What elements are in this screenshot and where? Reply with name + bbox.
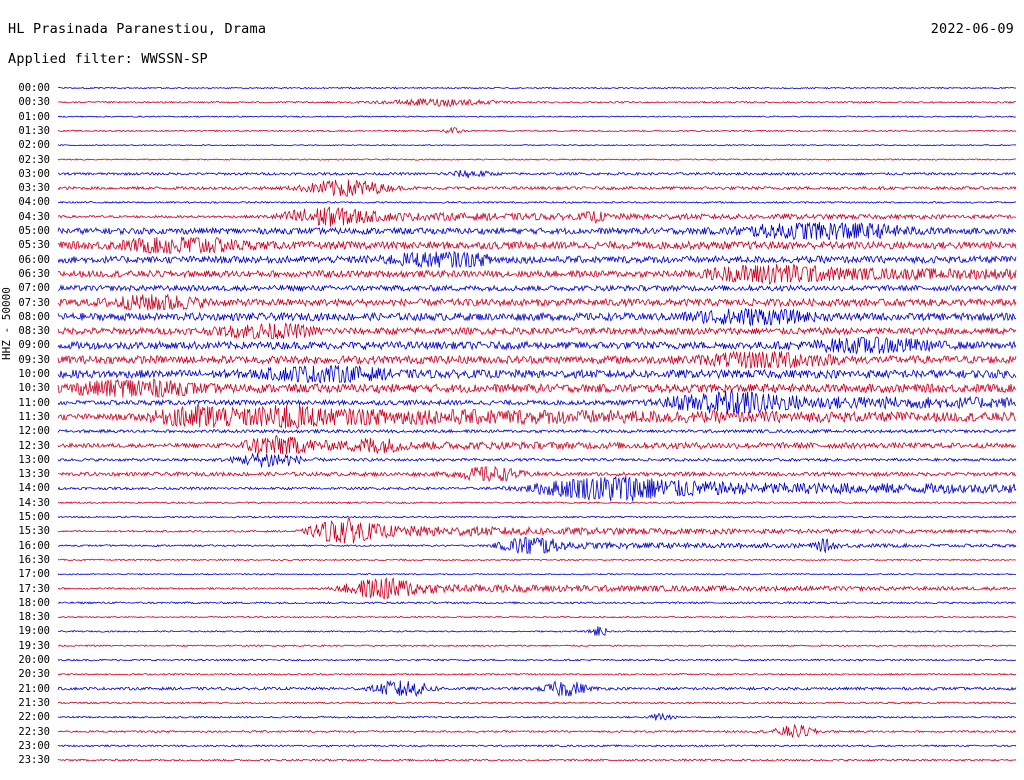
seismogram-trace [58, 725, 1016, 738]
seismogram-trace [58, 453, 1016, 468]
seismogram-trace [58, 518, 1016, 543]
time-tick-label: 18:00 [18, 596, 50, 609]
seismogram-trace [58, 645, 1016, 647]
time-tick-label: 22:00 [18, 711, 50, 724]
seismogram-trace [58, 574, 1016, 575]
time-tick-label: 00:30 [18, 96, 50, 109]
time-tick-label: 14:30 [18, 496, 50, 509]
seismogram-trace [58, 759, 1016, 761]
seismogram-trace [58, 252, 1016, 268]
seismogram-trace [58, 286, 1016, 291]
seismogram-trace [58, 516, 1016, 518]
seismogram-trace [58, 237, 1016, 253]
seismogram-trace [58, 365, 1016, 382]
seismogram-plot [0, 76, 1024, 772]
seismogram-trace [58, 323, 1016, 339]
time-tick-label: 21:30 [18, 696, 50, 709]
time-tick-label: 23:00 [18, 739, 50, 752]
seismogram-trace [58, 145, 1016, 146]
time-tick-label: 14:00 [18, 482, 50, 495]
seismogram-trace [58, 714, 1016, 721]
seismogram-trace [58, 702, 1016, 704]
applied-filter-label: Applied filter: WWSSN-SP [8, 51, 208, 67]
seismogram-trace [58, 264, 1016, 284]
seismogram-trace [58, 538, 1016, 555]
time-tick-label: 06:00 [18, 253, 50, 266]
record-date: 2022-06-09 [930, 21, 1014, 37]
trace-layer [0, 76, 1024, 772]
time-tick-label: 08:30 [18, 325, 50, 338]
time-tick-label: 02:00 [18, 139, 50, 152]
page-title: HL Prasinada Paranestiou, Drama [8, 21, 267, 37]
time-tick-label: 19:00 [18, 625, 50, 638]
time-tick-label: 05:30 [18, 239, 50, 252]
seismogram-trace [58, 578, 1016, 598]
time-tick-label: 16:00 [18, 539, 50, 552]
seismogram-trace [58, 502, 1016, 504]
time-tick-label: 05:00 [18, 225, 50, 237]
time-tick-label: 03:00 [18, 167, 50, 180]
time-tick-label: 06:30 [18, 267, 50, 280]
seismogram-trace [58, 430, 1016, 433]
time-tick-label: 02:30 [18, 153, 50, 166]
time-tick-label: 09:30 [18, 353, 50, 366]
seismogram-trace [58, 616, 1016, 617]
time-tick-label: 11:00 [18, 396, 50, 409]
seismogram-trace [58, 467, 1016, 481]
seismogram-trace [58, 602, 1016, 604]
time-tick-label: 20:30 [18, 668, 50, 681]
time-tick-label: 09:00 [18, 339, 50, 352]
time-tick-label: 16:30 [18, 553, 50, 566]
time-tick-label: 17:30 [18, 582, 50, 595]
seismogram-trace [58, 337, 1016, 354]
seismogram-trace [58, 659, 1016, 661]
seismogram-trace [58, 476, 1016, 501]
seismogram-trace [58, 390, 1016, 414]
time-tick-label: 12:00 [18, 425, 50, 438]
time-tick-label: 01:00 [18, 110, 50, 123]
seismogram-trace [58, 379, 1016, 397]
seismogram-trace [58, 202, 1016, 204]
time-tick-label: 19:30 [18, 639, 50, 652]
time-tick-label: 15:00 [18, 511, 50, 523]
seismogram-trace [58, 436, 1016, 455]
time-tick-label: 23:30 [18, 754, 50, 767]
seismogram-trace [58, 294, 1016, 310]
time-tick-label: 15:30 [18, 525, 50, 538]
time-tick-label: 20:00 [18, 654, 50, 666]
seismogram-trace [58, 309, 1016, 326]
time-tick-label: 21:00 [18, 682, 50, 695]
seismogram-trace [58, 681, 1016, 697]
time-tick-label: 22:30 [18, 725, 50, 738]
time-tick-label: 04:30 [18, 210, 50, 223]
time-tick-label: 13:00 [18, 453, 50, 466]
time-tick-label: 00:00 [18, 82, 50, 94]
time-tick-label: 01:30 [18, 124, 50, 137]
time-tick-label: 10:30 [18, 382, 50, 395]
time-tick-label: 08:00 [18, 310, 50, 323]
time-tick-label: 10:00 [18, 368, 50, 380]
time-tick-label: 18:30 [18, 611, 50, 624]
y-axis-label: HHZ - 50000 [0, 287, 13, 360]
seismogram-trace [58, 745, 1016, 747]
seismogram-trace [58, 222, 1016, 240]
seismogram-trace [58, 405, 1016, 429]
seismogram-trace [58, 626, 1016, 635]
time-tick-label: 04:00 [18, 196, 50, 209]
seismogram-trace [58, 87, 1016, 88]
time-tick-label: 11:30 [18, 410, 50, 423]
seismogram-trace [58, 351, 1016, 368]
chart-header [0, 0, 1024, 76]
seismogram-trace [58, 207, 1016, 227]
seismogram-trace [58, 159, 1016, 160]
seismogram-trace [58, 170, 1016, 178]
time-tick-label: 07:00 [18, 282, 50, 295]
seismogram-trace [58, 180, 1016, 197]
seismogram-trace [58, 116, 1016, 117]
seismogram-trace [58, 99, 1016, 107]
time-tick-label: 07:30 [18, 296, 50, 309]
seismogram-trace [58, 559, 1016, 560]
time-tick-label: 17:00 [18, 568, 50, 581]
time-tick-label: 13:30 [18, 468, 50, 481]
time-tick-label: 12:30 [18, 439, 50, 452]
seismogram-trace [58, 674, 1016, 676]
seismogram-trace [58, 128, 1016, 133]
time-tick-label: 03:30 [18, 182, 50, 195]
